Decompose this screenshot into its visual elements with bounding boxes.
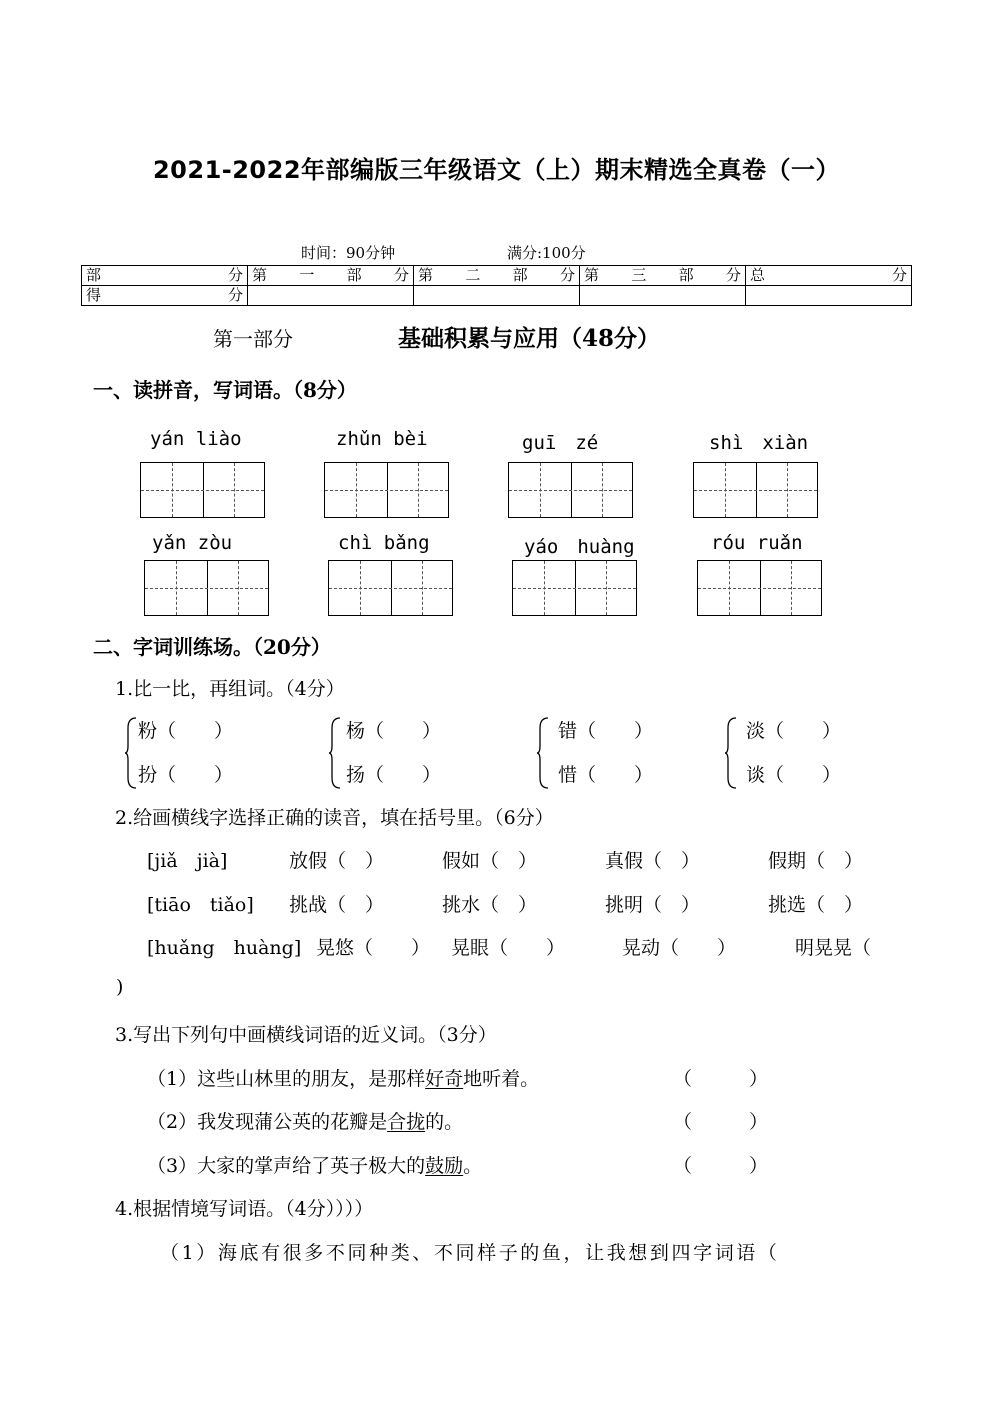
score-header-part: 部 分 [86, 266, 243, 284]
q2-item: 真假（ ） [605, 850, 701, 872]
compare-word: 惜（ ） [558, 764, 654, 786]
score-header-total: 总 分 [750, 266, 907, 284]
answer-blank[interactable]: （ ） [673, 1068, 769, 1090]
score-header-part1: 第 一 部 分 [252, 266, 409, 284]
brace-1 [124, 716, 138, 790]
q2-item: 放假（ ） [289, 850, 385, 872]
q2-item: 晃悠（ ） [316, 937, 431, 959]
part1-title: 基础积累与应用（48分） [398, 325, 661, 352]
score-header-part3: 第 三 部 分 [584, 266, 741, 284]
q2-item: 明晃晃（ [795, 937, 872, 959]
underlined-word: 好奇 [425, 1068, 464, 1090]
pinyin-1: yán liào [150, 428, 242, 450]
writing-grid[interactable] [508, 462, 633, 518]
full-score: 满分:100分 [507, 244, 586, 262]
q2-item: 挑选（ ） [768, 894, 864, 916]
score-cell-part2[interactable] [414, 286, 580, 306]
q3-item-2: （2）我发现蒲公英的花瓣是合拢的。 [147, 1111, 464, 1133]
brace-2 [328, 716, 342, 790]
q2-item: 挑明（ ） [605, 894, 701, 916]
q3-title: 3.写出下列句中画横线词语的近义词。（3分） [115, 1024, 497, 1046]
q2-pinyin-1: [jiǎ jià] [147, 850, 228, 872]
section2-heading: 二、字词训练场。（20分） [93, 635, 331, 659]
section1-heading: 一、读拼音，写词语。（8分） [93, 378, 357, 402]
compare-word: 扮（ ） [138, 764, 234, 786]
compare-word: 扬（ ） [346, 764, 442, 786]
writing-grid[interactable] [140, 462, 265, 518]
exam-time: 时间：90分钟 [301, 244, 396, 262]
pinyin-6: chì bǎng [338, 532, 430, 554]
q2-row3-tail: ) [116, 976, 124, 998]
brace-3 [536, 716, 550, 790]
page-title: 2021-2022年部编版三年级语文（上）期末精选全真卷（一） [152, 156, 841, 184]
brace-4 [724, 716, 738, 790]
q4-item-1: （1）海底有很多不同种类、不同样子的鱼，让我想到四字词语（ [160, 1242, 780, 1264]
pinyin-4: shì xiàn [709, 432, 809, 454]
pinyin-3: guī zé [522, 432, 599, 454]
writing-grid[interactable] [512, 560, 637, 616]
q1-title: 1.比一比，再组词。（4分） [115, 678, 345, 700]
q3-item-1: （1）这些山林里的朋友，是那样好奇地听着。 [147, 1068, 540, 1090]
q2-pinyin-2: [tiāo tiǎo] [147, 894, 254, 916]
score-table [81, 265, 912, 306]
compare-word: 错（ ） [558, 720, 654, 742]
q2-item: 晃动（ ） [622, 937, 737, 959]
pinyin-5: yǎn zòu [152, 532, 233, 554]
writing-grid[interactable] [697, 560, 822, 616]
q2-item: 挑水（ ） [442, 894, 538, 916]
part1-label: 第一部分 [213, 327, 293, 351]
compare-word: 杨（ ） [346, 720, 442, 742]
writing-grid[interactable] [144, 560, 269, 616]
q3-item-3: （3）大家的掌声给了英子极大的鼓励。 [147, 1155, 483, 1177]
q4-title: 4.根据情境写词语。（4分）））） [115, 1198, 374, 1220]
pinyin-8: róu ruǎn [711, 532, 803, 554]
writing-grid[interactable] [328, 560, 453, 616]
q2-item: 晃眼（ ） [451, 937, 566, 959]
score-cell-part1[interactable] [248, 286, 414, 306]
q2-item: 假期（ ） [768, 850, 864, 872]
compare-word: 谈（ ） [746, 764, 842, 786]
writing-grid[interactable] [324, 462, 449, 518]
pinyin-7: yáo huàng [524, 536, 635, 558]
pinyin-2: zhǔn bèi [336, 428, 428, 450]
q2-item: 假如（ ） [442, 850, 538, 872]
answer-blank[interactable]: （ ） [673, 1155, 769, 1177]
underlined-word: 合拢 [387, 1111, 426, 1133]
score-row-label: 得 分 [86, 286, 243, 304]
q2-title: 2.给画横线字选择正确的读音，填在括号里。（6分） [115, 807, 554, 829]
answer-blank[interactable]: （ ） [673, 1111, 769, 1133]
score-header-part2: 第 二 部 分 [418, 266, 575, 284]
writing-grid[interactable] [693, 462, 818, 518]
compare-word: 淡（ ） [746, 720, 842, 742]
q2-item: 挑战（ ） [289, 894, 385, 916]
underlined-word: 鼓励 [425, 1155, 464, 1177]
compare-word: 粉（ ） [138, 720, 234, 742]
score-cell-total[interactable] [746, 286, 912, 306]
score-cell-part3[interactable] [580, 286, 746, 306]
q2-pinyin-3: [huǎng huàng] [147, 937, 302, 959]
